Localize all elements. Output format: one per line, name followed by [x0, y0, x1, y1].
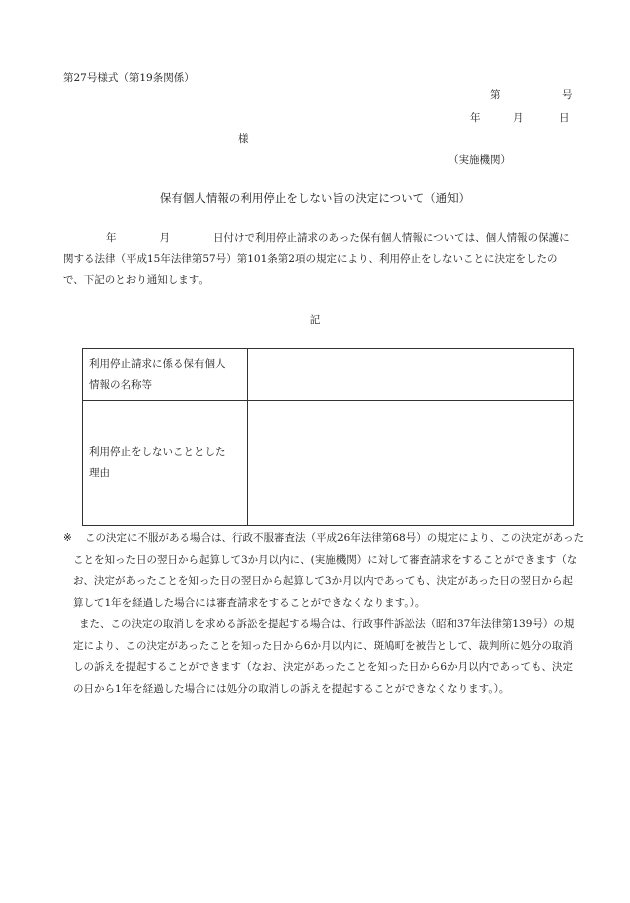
table-row: [83, 401, 574, 526]
note-line: 算して1年を経過した場合には審査請求をすることができなくなります。）。: [73, 596, 426, 609]
details-table: [82, 348, 574, 526]
note-line-text: この決定に不服がある場合は、行政不服審査法（平成26年法律第68号）の規定により、この決定があった: [85, 532, 585, 544]
note-line: の日から1年を経過した場合には処分の取消しの訴えを提起することができなくなります。）。: [73, 682, 510, 695]
note-line: 定により、この決定があったことを知った日から6か月以内に、斑鳩町を被告として、裁判所に処分の取消: [73, 639, 573, 652]
note-line: [63, 528, 583, 550]
body-line-1: [63, 228, 573, 249]
body-paragraph: [63, 228, 573, 291]
row1-label-line2: 情報の名称等: [89, 378, 152, 391]
body-line-2: 関する法律（平成15年法律第57号）第101条第2項の規定により、利用停止をしないことに決定をしたの: [63, 253, 558, 265]
table-value-cell: [248, 401, 574, 526]
ki-heading: 記: [309, 314, 321, 326]
date-year-label: 年: [470, 112, 481, 124]
note-line: しの訴えを提起することができます（なお、決定があったことを知った日から6か月以内であっても、決定: [73, 661, 573, 673]
document-title: 保有個人情報の利用停止をしない旨の決定について（通知）: [159, 191, 471, 205]
appeal-note: [63, 528, 583, 700]
note-line: また、この決定の取消しを求める訴訟を提起する場合は、行政事件訴訟法（昭和37年法律第139号）の規: [79, 618, 575, 630]
row2-label-line1: 利用停止をしないこととした: [89, 446, 226, 458]
body-date-year: 年: [106, 232, 117, 244]
form-number: 第27号様式（第19条関係）: [63, 72, 195, 84]
note-line: ことを知った日の翌日から起算して3か月以内に、(実施機関）に対して審査請求をすることができます（な: [73, 553, 578, 566]
addressee: 様: [238, 133, 249, 145]
note-mark: ※: [63, 532, 72, 544]
note-line: お、決定があったことを知った日の翌日から起算して3か月以内であっても、決定があった日の翌日から起: [73, 575, 573, 587]
number-suffix: 号: [562, 89, 573, 101]
date-month-label: 月: [513, 112, 524, 124]
row2-label-line2: 理由: [89, 467, 110, 479]
issuer: （実施機関）: [448, 154, 511, 166]
table-value-cell: [248, 349, 574, 401]
number-prefix: 第: [490, 89, 501, 101]
row1-label-line1: 利用停止請求に係る保有個人: [89, 357, 226, 370]
body-line-3: で、下記のとおり通知します。: [63, 274, 209, 286]
table-label-cell: [83, 349, 248, 401]
date-day-label: 日: [559, 112, 570, 124]
table-row: [83, 349, 574, 401]
body-date-month: 月: [159, 232, 170, 244]
table-label-cell: [83, 401, 248, 526]
body-line-1-text: 日付けで利用停止請求のあった保有個人情報については、個人情報の保護に: [213, 232, 570, 244]
